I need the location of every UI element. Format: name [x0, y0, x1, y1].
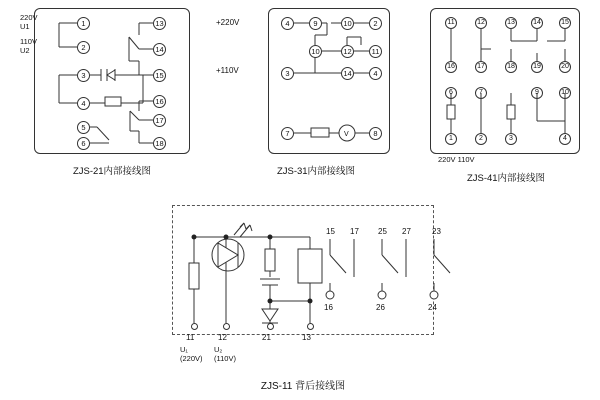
terminal-11[interactable]: 11 [445, 17, 457, 29]
terminal-12[interactable]: 12 [341, 45, 354, 58]
terminal-6[interactable]: 6 [77, 137, 90, 150]
contact-label-15: 15 [326, 227, 335, 236]
terminal-1[interactable]: 1 [445, 133, 457, 145]
terminal-label-12: 12 [218, 333, 227, 342]
contact-label-24: 24 [428, 303, 437, 312]
caption-zjs-11: ZJS-11 背后接线图 [260, 381, 346, 392]
terminal-15[interactable]: 15 [559, 17, 571, 29]
label-220v-u1: 220V U1 [20, 13, 38, 31]
terminal-16[interactable]: 16 [445, 61, 457, 73]
terminal-4[interactable]: 4 [77, 97, 90, 110]
terminal-15[interactable]: 15 [153, 69, 166, 82]
terminal-10-top[interactable]: 10 [341, 17, 354, 30]
zjs-21-wiring [35, 9, 191, 155]
label-220v-110v: 220V 110V [438, 155, 475, 164]
terminal-label-11: 11 [186, 333, 195, 342]
label-u1-220v: U₁ (220V) [180, 345, 203, 363]
contact-label-23: 23 [432, 227, 441, 236]
label-plus-110v: +110V [216, 66, 239, 75]
contact-label-16: 16 [324, 303, 333, 312]
terminal-6[interactable]: 6 [445, 87, 457, 99]
terminal-10[interactable]: 10 [559, 87, 571, 99]
terminal-2[interactable]: 2 [475, 133, 487, 145]
meter-label: V [344, 131, 349, 138]
contact-label-26: 26 [376, 303, 385, 312]
terminal-14[interactable]: 14 [153, 43, 166, 56]
terminal-3[interactable]: 3 [505, 133, 517, 145]
terminal-2[interactable]: 2 [77, 41, 90, 54]
caption-zjs-21: ZJS-21内部接线图 [72, 166, 152, 177]
terminal-5[interactable]: 5 [77, 121, 90, 134]
terminal-10-mid[interactable]: 10 [309, 45, 322, 58]
terminal-3[interactable]: 3 [281, 67, 294, 80]
node-12[interactable] [223, 323, 230, 330]
terminal-20[interactable]: 20 [559, 61, 571, 73]
terminal-3[interactable]: 3 [77, 69, 90, 82]
label-u2-110v: U₂ (110V) [214, 345, 236, 363]
zjs-21-box [34, 8, 190, 154]
terminal-1[interactable]: 1 [77, 17, 90, 30]
zjs-11-contacts [322, 239, 462, 319]
label-plus-220v: +220V [216, 18, 240, 27]
zjs-31-wiring [269, 9, 391, 155]
zjs-31-box [268, 8, 390, 154]
terminal-19[interactable]: 19 [531, 61, 543, 73]
terminal-7[interactable]: 7 [475, 87, 487, 99]
terminal-4-top[interactable]: 4 [281, 17, 294, 30]
terminal-17[interactable]: 17 [153, 114, 166, 127]
contact-label-25: 25 [378, 227, 387, 236]
terminal-13[interactable]: 13 [505, 17, 517, 29]
terminal-18[interactable]: 18 [153, 137, 166, 150]
terminal-9[interactable]: 9 [309, 17, 322, 30]
terminal-17[interactable]: 17 [475, 61, 487, 73]
terminal-14[interactable]: 14 [341, 67, 354, 80]
contact-label-17: 17 [350, 227, 359, 236]
terminal-16[interactable]: 16 [153, 95, 166, 108]
terminal-4[interactable]: 4 [559, 133, 571, 145]
label-110v-u2: 110V U2 [20, 37, 37, 55]
terminal-11[interactable]: 11 [369, 45, 382, 58]
diagram-zjs-31 [216, 8, 386, 177]
node-13[interactable] [307, 323, 314, 330]
terminal-label-13: 13 [302, 333, 311, 342]
diagram-zjs-21 [20, 8, 190, 177]
terminal-9[interactable]: 9 [531, 87, 543, 99]
terminal-8[interactable]: 8 [369, 127, 382, 140]
terminal-4-mid[interactable]: 4 [369, 67, 382, 80]
terminal-14[interactable]: 14 [531, 17, 543, 29]
terminal-13[interactable]: 13 [153, 17, 166, 30]
node-21[interactable] [267, 323, 274, 330]
terminal-7[interactable]: 7 [281, 127, 294, 140]
caption-zjs-31: ZJS-31内部接线图 [276, 166, 356, 177]
diagram-zjs-11 [150, 205, 460, 395]
contact-label-27: 27 [402, 227, 411, 236]
terminal-label-21: 21 [262, 333, 271, 342]
terminal-12[interactable]: 12 [475, 17, 487, 29]
terminal-2[interactable]: 2 [369, 17, 382, 30]
zjs-41-box [430, 8, 580, 154]
terminal-18[interactable]: 18 [505, 61, 517, 73]
caption-zjs-41: ZJS-41内部接线图 [466, 173, 546, 184]
diagram-zjs-41 [430, 8, 590, 184]
node-11[interactable] [191, 323, 198, 330]
zjs-41-wiring [431, 9, 581, 155]
